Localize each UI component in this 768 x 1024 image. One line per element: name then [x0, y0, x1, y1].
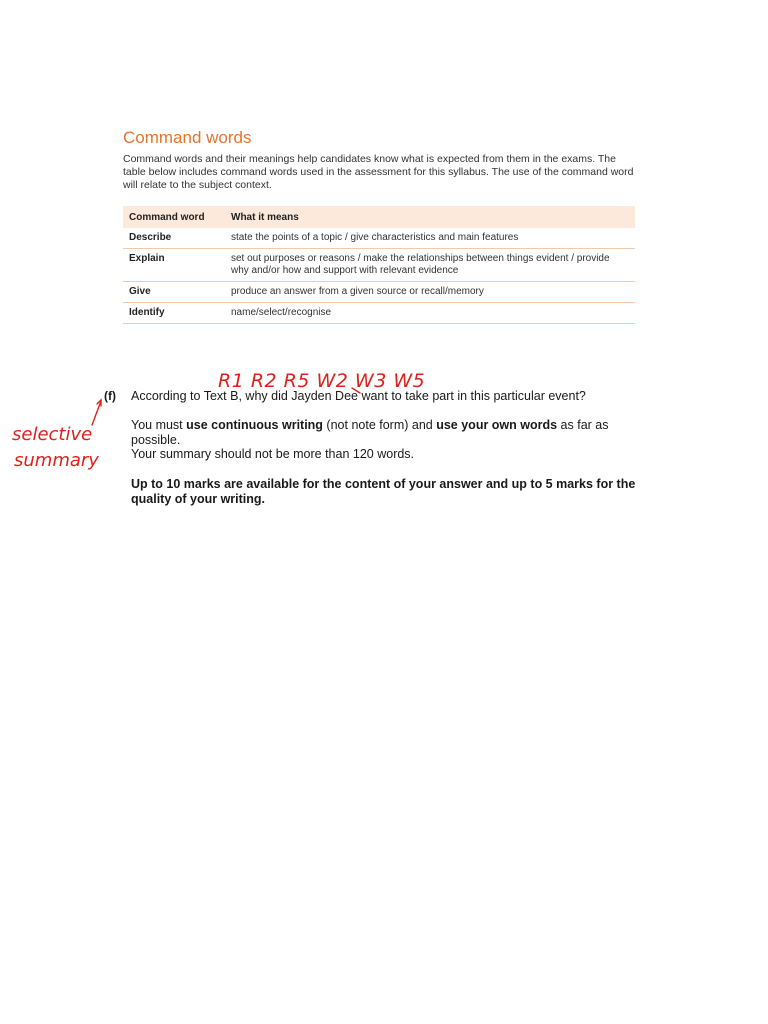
annotation-side-line2: summary	[14, 450, 99, 471]
column-header-meaning: What it means	[225, 206, 635, 228]
instruction-text: (not note form) and	[322, 418, 437, 432]
command-word-cell: Explain	[123, 249, 225, 282]
meaning-cell: name/select/recognise	[225, 303, 635, 324]
instruction-bold: use continuous writing	[186, 418, 323, 432]
annotation-side-line1: selective	[12, 424, 93, 445]
annotation-top-note: R1 R2 R5 W2 W3 W5	[218, 370, 426, 392]
meaning-cell: produce an answer from a given source or recall/memory	[225, 282, 635, 303]
meaning-cell: state the points of a topic / give characteristics and main features	[225, 228, 635, 249]
word-limit: Your summary should not be more than 120 words.	[131, 447, 415, 461]
meaning-cell: set out purposes or reasons / make the relationships between things evident / provide why and/or how and support with relevant evidence	[225, 249, 635, 282]
marks-info: Up to 10 marks are available for the content of your answer and up to 5 marks for the quality of your writing.	[131, 477, 636, 506]
table-row	[123, 228, 635, 249]
command-words-table	[123, 206, 635, 324]
table-row	[123, 303, 635, 324]
question-prompt: According to Text B, why did Jayden Dee want to take part in this particular event?	[131, 389, 586, 403]
question-instruction	[131, 418, 651, 448]
table-row	[123, 249, 635, 282]
section-title: Command words	[123, 128, 252, 147]
instruction-bold: use your own words	[436, 418, 558, 432]
annotation-arrow	[92, 401, 101, 425]
table-header-row	[123, 206, 635, 228]
command-word-cell: Give	[123, 282, 225, 303]
instruction-text: You must	[131, 418, 187, 432]
command-word-cell: Identify	[123, 303, 225, 324]
question-marker: (f)	[104, 389, 116, 403]
intro-paragraph: Command words and their meanings help candidates know what is expected from them in the exams. The table below includes command words used in the assessment for this syllabus. The use of the command word will relate to the subject context.	[123, 153, 634, 191]
instruction-text: as far as possible.	[131, 418, 609, 447]
command-word-cell: Describe	[123, 228, 225, 249]
table-row	[123, 282, 635, 303]
column-header-command-word: Command word	[123, 206, 225, 228]
